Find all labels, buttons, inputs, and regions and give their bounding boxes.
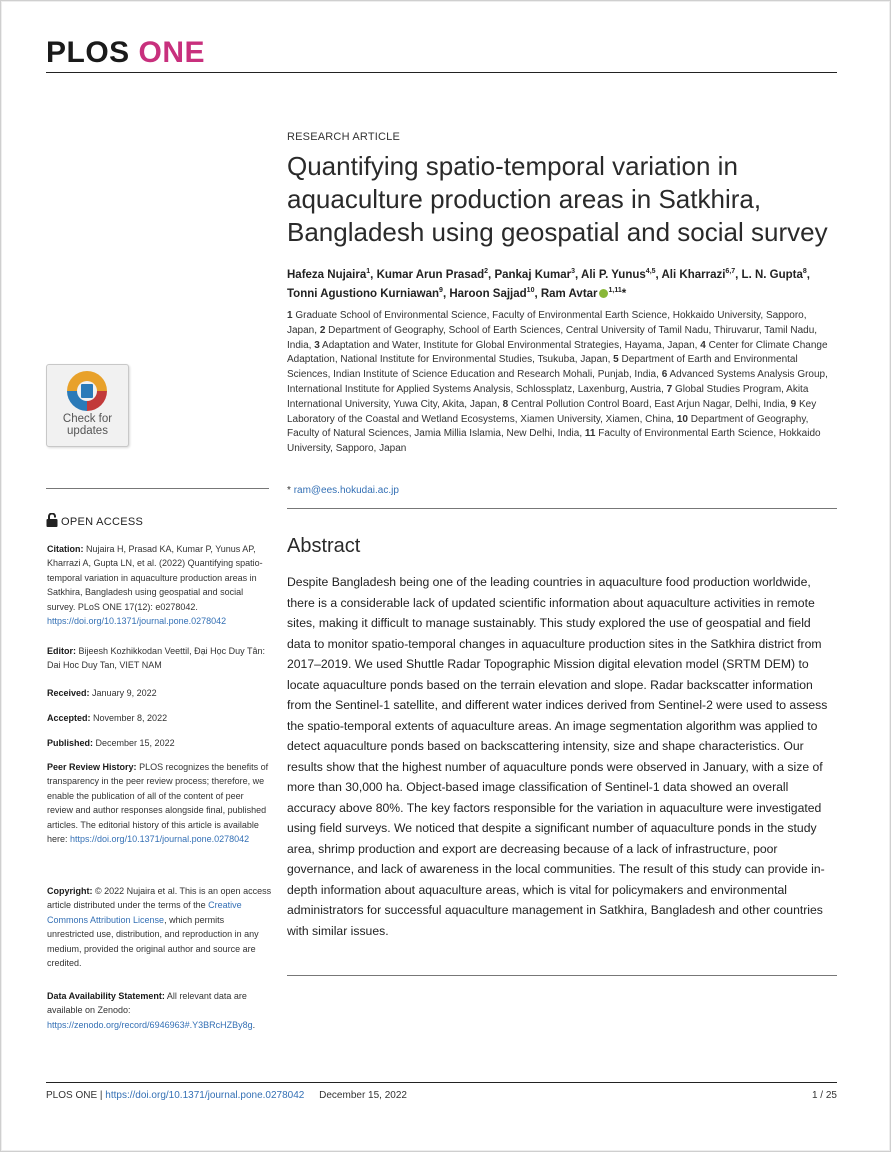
logo-plos: PLOS xyxy=(46,36,130,69)
accepted-block xyxy=(47,711,272,725)
affiliation-number: 7 xyxy=(666,383,673,395)
received-block xyxy=(47,686,272,700)
affiliation-text: Advanced Systems Analysis Group, International Institute for Applied Systems Analysis, Schlossplatz, Laxenburg, Austria, xyxy=(287,369,828,395)
affiliation-number: 8 xyxy=(502,398,509,410)
footer-citation xyxy=(46,1090,407,1101)
copyright-text: © 2022 Nujaira et al. This is an open access article distributed under the terms of the xyxy=(47,886,272,911)
license-link[interactable]: Creative Commons Attribution License xyxy=(47,900,242,925)
affiliation-text: Adaptation and Water, Institute for Global Environmental Strategies, Hayama, Japan, xyxy=(322,339,698,351)
author-affiliation-marker: 4,5 xyxy=(645,268,656,275)
editor-label: Editor: xyxy=(47,646,76,656)
author-name: Haroon Sajjad xyxy=(449,287,527,300)
email-star: * xyxy=(287,485,291,496)
affiliation-text: Department of Earth and Environmental Sciences, Indian Institute of Science Education and Research Mohali, Punjab, India, xyxy=(287,354,798,381)
author-affiliation-marker: 9 xyxy=(439,286,443,294)
citation-block xyxy=(47,542,272,628)
logo-one: ONE xyxy=(138,36,206,69)
affiliation-number: 9 xyxy=(790,398,797,410)
footer-journal: PLOS ONE | xyxy=(46,1090,103,1101)
author-affiliation-marker: 1,11 xyxy=(608,286,622,294)
peer-review-text: PLOS recognizes the benefits of transparency in the peer review process; therefore, we enable the publication of all of the content of peer review and author responses alongside final, published articles. The editorial history of this article is available here: xyxy=(47,762,269,845)
affiliation-text: Center for Climate Change Adaptation, National Institute for Environmental Studies, Tsukuba, Japan, xyxy=(287,339,828,366)
affiliation-text: Faculty of Environmental Earth Science, Hokkaido University, Sapporo, Japan xyxy=(287,428,821,455)
accepted-date: November 8, 2022 xyxy=(93,713,168,723)
affiliation-text: Department of Geography, School of Earth Sciences, Central University of Tamil Nadu, Thiruvarur, Tamil Nadu, India, xyxy=(287,324,818,351)
header-rule xyxy=(46,72,837,73)
email-address[interactable]: ram@ees.hokudai.ac.jp xyxy=(293,485,399,496)
editor-block xyxy=(47,644,272,673)
affiliation-number: 2 xyxy=(319,324,326,336)
affiliation-number: 5 xyxy=(613,354,619,366)
footer-rule xyxy=(46,1082,837,1083)
crossmark-icon xyxy=(67,371,107,411)
open-access-label: OPEN ACCESS xyxy=(61,516,144,528)
abstract-top-rule xyxy=(287,508,837,509)
author-affiliation-marker: 6,7 xyxy=(725,268,736,275)
citation-label: Citation: xyxy=(47,544,84,554)
received-label: Received: xyxy=(47,688,90,698)
abstract-heading: Abstract xyxy=(287,535,361,557)
data-availability-end: . xyxy=(252,1019,256,1030)
affiliation-number: 3 xyxy=(314,339,320,351)
open-access xyxy=(46,513,143,528)
peer-review-label: Peer Review History: xyxy=(47,762,137,772)
author-name: L. N. Gupta xyxy=(741,268,803,281)
zenodo-link[interactable]: https://zenodo.org/record/6946963#.Y3BRcHZBy8g xyxy=(47,1019,253,1030)
copyright-label: Copyright: xyxy=(47,886,93,896)
abstract-bottom-rule xyxy=(287,975,837,976)
affiliation-number: 4 xyxy=(700,339,706,351)
author-name: Ram Avtar xyxy=(540,287,598,300)
author-name: Ali Kharrazi xyxy=(661,268,726,281)
page-number: 1 / 25 xyxy=(811,1090,837,1101)
author-name: Ali P. Yunus xyxy=(581,268,646,281)
author-name: Tonni Agustiono Kurniawan xyxy=(287,287,440,300)
affiliations xyxy=(287,309,832,457)
check-for-updates-label xyxy=(47,413,128,437)
affiliation-text: Department of Geography, Faculty of Natural Sciences, Jamia Millia Islamia, New Delhi, India, xyxy=(287,413,809,440)
journal-logo[interactable] xyxy=(46,36,205,70)
check-updates-line2: updates xyxy=(67,425,108,437)
sidebar-rule xyxy=(46,488,269,489)
citation-doi-link[interactable]: https://doi.org/10.1371/journal.pone.0278042 xyxy=(47,616,227,627)
citation-text: Nujaira H, Prasad KA, Kumar P, Yunus AP, Kharrazi A, Gupta LN, et al. (2022) Quantifying spatio-temporal variation in aquaculture production areas in Satkhira, Bangladesh using geospatial and social survey. PLoS ONE 17(12): e0278042. xyxy=(47,544,263,612)
accepted-label: Accepted: xyxy=(47,713,91,723)
editor-text: Bijeesh Kozhikkodan Veettil, Đại Học Duy Tân: Dai Hoc Duy Tan, VIET NAM xyxy=(47,646,265,671)
affiliation-text: Graduate School of Environmental Science, Faculty of Environmental Earth Science, Hokkaido University, Sapporo, Japan, xyxy=(287,310,807,336)
corresponding-star: * xyxy=(621,287,627,300)
author-affiliation-marker: 8 xyxy=(802,268,807,275)
abstract-text: Despite Bangladesh being one of the leading countries in aquaculture food production worldwide, there is a considerable lack of updated scientific information about aquaculture activities in remote sites, making it difficult to manage sustainably. This study explored the use of geospatial and field data to monitor spatio-temporal changes in aquaculture production sites in the Satkhira district from 2017–2019. We used Shuttle Radar Topographic Mission digital elevation model (SRTM DEM) to locate aquaculture ponds based on the terrain elevation and slope. Radar backscatter information from the Sentinel-1 satellite, and different water indices derived from Sentinel-2 were used to assess the spatio-temporal extents of aquaculture areas. An image segmentation algorithm was applied to detect aquaculture ponds based on backscattering intensity, size and shape characteristics. Our results show that the highest number of aquaculture ponds were observed in January, with a size of more than 30,000 ha. Object-based image classification of Sentinel-1 data showed an overall accuracy above 80%. The key factors responsible for the variation in aquaculture were investigated using field surveys. We noticed that despite a significant number of aquaculture ponds in the study area, shrimp production and export are decreasing because of a lack of infrastructure, poor governance, and lack of awareness in the local communities. The result of this study can provide in-depth information about aquaculture areas, which is vital for policymakers and environmental administrators for successful aquaculture management in Satkhira, Bangladesh and other countries with similar issues. xyxy=(287,575,828,938)
published-date: December 15, 2022 xyxy=(95,738,175,748)
received-date: January 9, 2022 xyxy=(92,688,157,698)
author-affiliation-marker: 2 xyxy=(484,268,489,275)
affiliation-text: Key Laboratory of the Coastal and Wetland Ecosystems, Xiamen University, Xiamen, China, xyxy=(287,398,817,425)
orcid-icon[interactable] xyxy=(599,289,608,298)
author-affiliation-marker: 10 xyxy=(526,286,535,294)
author-name: Hafeza Nujaira xyxy=(287,268,367,281)
published-block xyxy=(47,736,272,750)
affiliation-number: 6 xyxy=(661,369,668,381)
peer-review-link[interactable]: https://doi.org/10.1371/journal.pone.0278042 xyxy=(70,834,250,845)
data-availability-text: All relevant data are available on Zenodo: xyxy=(47,991,247,1016)
article-type: RESEARCH ARTICLE xyxy=(287,131,401,143)
open-lock-icon xyxy=(46,513,58,527)
author-list: Hafeza Nujaira$^1$, Kumar Arun Prasad$^2$, Pankaj Kumar$^3$, Ali P. Yunus$^{4,5}$, Ali Kharrazi$^{6,7}$, L. N. Gupta$^8$, Tonni Agustiono Kurniawan$^9$, Haroon Sajjad$^{10}$, Ram Avtar $^{1,11}$* xyxy=(287,268,810,300)
affiliation-text: Central Pollution Control Board, East Arjun Nagar, Delhi, India, xyxy=(511,398,788,410)
author-name: Kumar Arun Prasad xyxy=(376,268,485,281)
data-availability-label: Data Availability Statement: xyxy=(47,991,165,1001)
check-updates-line1: Check for xyxy=(62,413,113,425)
published-label: Published: xyxy=(47,738,94,748)
author-affiliation-marker: 3 xyxy=(571,268,576,275)
author-name: Pankaj Kumar xyxy=(494,268,572,281)
data-availability-block xyxy=(47,989,272,1032)
check-for-updates-badge[interactable] xyxy=(46,364,129,447)
affiliation-text: Global Studies Program, Akita International University, Yuwa City, Akita, Japan, xyxy=(287,383,809,410)
affiliation-number: 11 xyxy=(584,428,596,440)
affiliation-number: 1 xyxy=(287,310,293,321)
copyright-block xyxy=(47,884,272,970)
copyright-text-end: , which permits unrestricted use, distribution, and reproduction in any medium, provided the original author and source are credited. xyxy=(47,914,259,969)
footer-date: December 15, 2022 xyxy=(319,1090,407,1101)
footer-doi-link[interactable]: https://doi.org/10.1371/journal.pone.0278042 xyxy=(105,1090,305,1101)
peer-review-block xyxy=(47,760,272,846)
corresponding-email[interactable] xyxy=(287,485,399,496)
author-affiliation-marker: 1 xyxy=(366,268,371,275)
article-title: Quantifying spatio-temporal variation in aquaculture production areas in Satkhira, Bangladesh using geospatial and social survey xyxy=(287,151,828,247)
affiliation-number: 10 xyxy=(676,413,688,425)
